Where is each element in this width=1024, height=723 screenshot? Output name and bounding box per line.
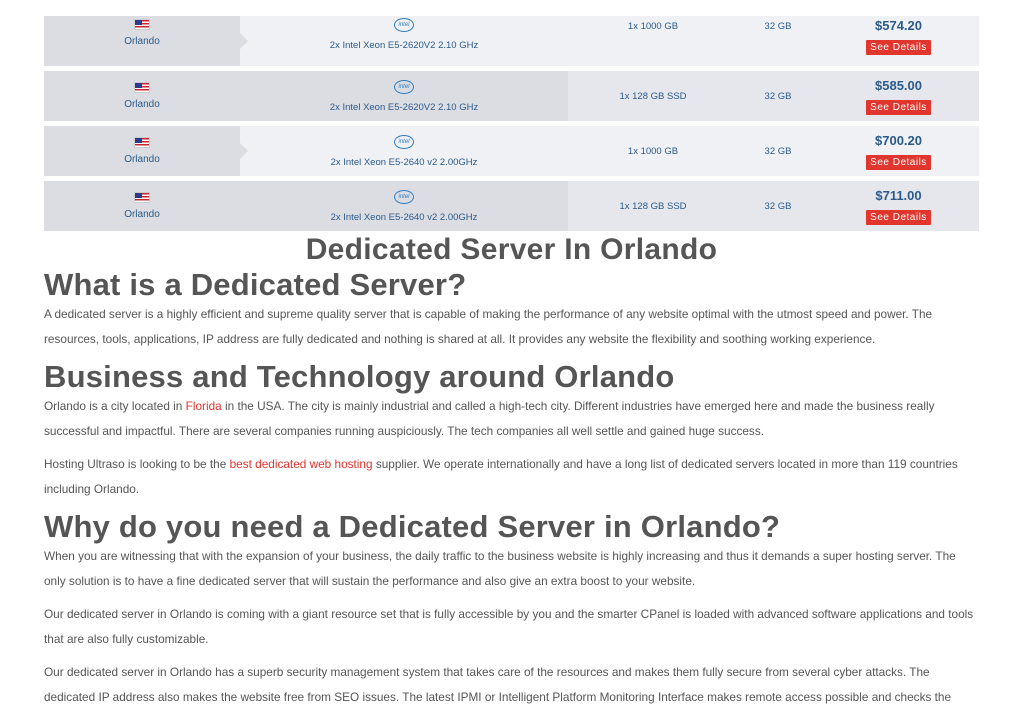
disk-cell: 1x 1000 GB [627,145,679,157]
location-cell [44,16,240,66]
price-cell [818,16,979,66]
server-table [44,16,979,236]
price-label: $711.00 [875,187,922,203]
page-title: Dedicated Server In Orlando [305,233,718,266]
cpu-cell [240,126,568,176]
section-paragraph: Our dedicated server in Orlando has a superb security management system that takes care of the resources and makes them fully secure from several cyber attacks. The dedicated IP address also makes the website free from SEO issues. The latest IPMI or Intelligent Platform Monitoring Interface makes remote access possible and checks the [44,665,952,704]
cpu-label: 2x Intel Xeon E5-2640 v2 2.00GHz [330,211,478,223]
cpu-label: 2x Intel Xeon E5-2640 v2 2.00GHz [330,156,478,168]
section-paragraph: When you are witnessing that with the expansion of your business, the daily traffic to the business website is highly increasing and thus it demands a super hosting server. The only solution is to have a fine dedicated server that will sustain the performance and also give an extra boost to your website. [44,549,956,588]
disk-cell: 1x 128 GB SSD [619,90,687,102]
cpu-cell [240,181,568,231]
cpu-label: 2x Intel Xeon E5-2620V2 2.10 GHz [329,101,479,113]
section-heading: Why do you need a Dedicated Server in Orlando? [44,509,781,544]
table-row [44,181,979,231]
price-label: $585.00 [875,77,922,93]
us-flag-icon [134,137,150,148]
see-details-button[interactable]: See Details [866,40,931,55]
see-details-button[interactable]: See Details [866,210,931,225]
intel-logo-icon: intel [394,18,414,32]
location-cell [44,181,240,231]
location-cell [44,71,240,121]
intel-logo-icon: intel [394,190,414,204]
us-flag-icon [134,192,150,203]
price-cell [818,71,979,121]
section-paragraph: Hosting Ultraso is looking to be the best dedicated web hosting supplier. We operate internationally and have a long list of dedicated servers located in more than 119 countries including Orlando. [44,457,958,496]
section-heading: What is a Dedicated Server? [44,267,467,302]
section-paragraph: Orlando is a city located in Florida in the USA. The city is mainly industrial and called a high-tech city. Different industries have emerged here and made the business really successful and impactful. There are several companies running auspiciously. The tech companies all well settle and gained huge success. [44,399,935,438]
best-dedicated-hosting-link[interactable]: best dedicated web hosting [229,457,373,471]
location-label: Orlando [124,36,160,47]
article-content [44,232,979,709]
disk-cell: 1x 1000 GB [627,21,679,32]
us-flag-icon [134,19,150,30]
ram-cell: 32 GB [764,90,792,102]
cpu-cell [240,71,568,121]
table-row [44,126,979,176]
price-cell [818,126,979,176]
florida-link[interactable]: Florida [185,399,222,413]
intel-logo-icon: intel [394,135,414,149]
location-label: Orlando [124,99,160,110]
ram-cell: 32 GB [764,21,792,32]
price-label: $574.20 [875,18,922,33]
location-label: Orlando [124,209,160,220]
location-label: Orlando [124,154,160,165]
us-flag-icon [134,82,150,93]
table-row [44,71,979,121]
section-paragraph: Our dedicated server in Orlando is coming with a giant resource set that is fully accessible by you and the smarter CPanel is loaded with advanced software applications and tools that are also fully customizable. [44,607,974,646]
ram-cell: 32 GB [764,145,792,157]
see-details-button[interactable]: See Details [866,100,931,115]
price-label: $700.20 [875,132,922,148]
ram-cell: 32 GB [764,200,792,212]
see-details-button[interactable]: See Details [866,155,931,170]
table-row [44,16,979,66]
price-cell [818,181,979,231]
cpu-label: 2x Intel Xeon E5-2620V2 2.10 GHz [329,40,479,51]
section-paragraph: A dedicated server is a highly efficient and supreme quality server that is capable of making the performance of any website optimal with the utmost speed and power. The resources, tools, applications, IP address are fully dedicated and nothing is shared at all. It provides any website the flexibility and soothing working experience. [44,307,933,346]
cpu-cell [240,16,568,66]
section-heading: Business and Technology around Orlando [44,359,675,394]
intel-logo-icon: intel [394,80,414,94]
location-cell [44,126,240,176]
disk-cell: 1x 128 GB SSD [619,200,687,212]
